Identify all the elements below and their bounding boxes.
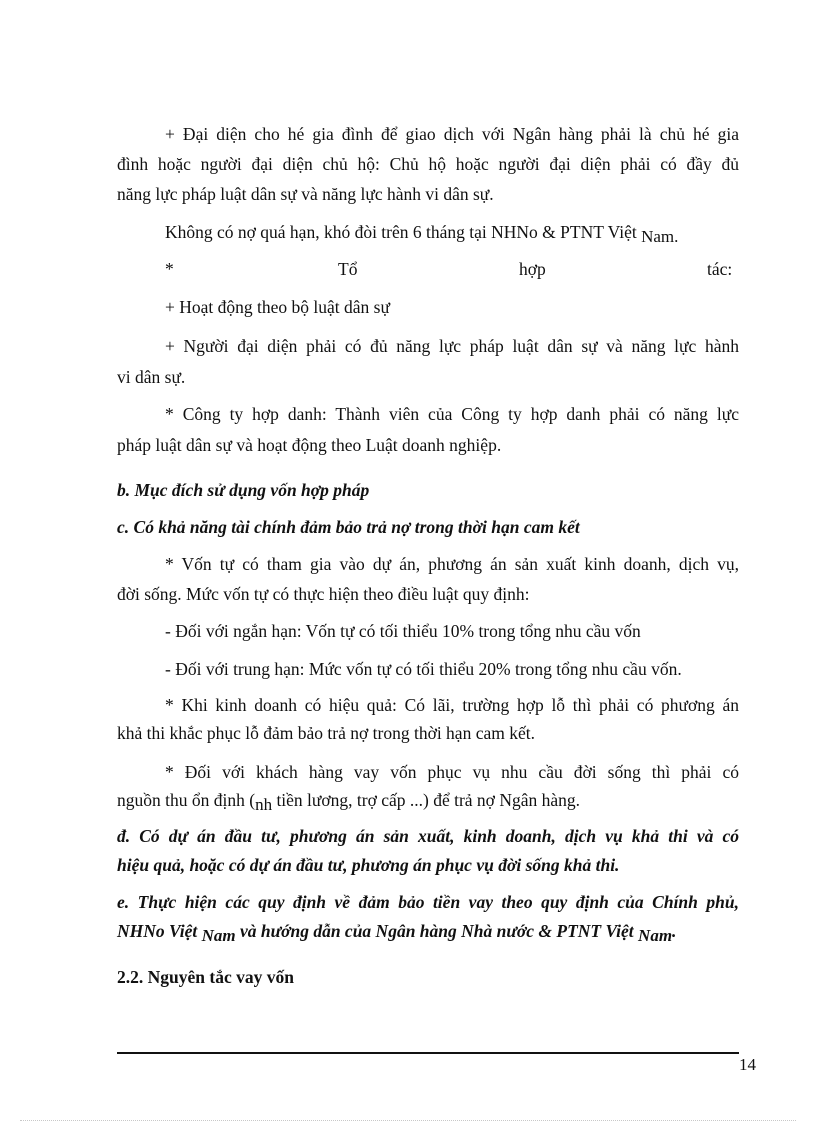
paragraph-line: vi dân sự. [117,367,186,387]
paragraph-line: + Đại diện cho hé gia đình để giao dịch với Ngân hàng phải là chủ hé gia [165,124,739,144]
paragraph-line: * Đối với khách hàng vay vốn phục vụ nhu cầu đời sống thì phải có [165,762,739,782]
subscript-run: Nam [201,926,236,945]
footer-rule [117,1052,739,1054]
paragraph-line: đình hoặc người đại diện chủ hộ: Chủ hộ hoặc người đại diện phải có đầy đủ [117,154,739,174]
section-heading-e: e. Thực hiện các quy định về đảm bảo tiền vay theo quy định của Chính phủ, [117,892,739,912]
section-heading-c: c. Có khả năng tài chính đảm bảo trả nợ trong thời hạn cam kết [117,517,580,537]
paragraph-line: * Khi kinh doanh có hiệu quả: Có lãi, trường hợp lỗ thì phải có phương án [165,695,739,715]
subscript-run: nh [255,795,273,814]
text-run: NHNo Việt [117,921,202,941]
text-run: Không có nợ quá hạn, khó đòi trên 6 tháng tại NHNo & PTNT Việt [165,222,637,242]
section-heading-b: b. Mục đích sử dụng vốn hợp pháp [117,480,370,500]
section-heading-d: đ. Có dự án đầu tư, phương án sản xuất, kinh doanh, dịch vụ khả thi và có [117,826,739,846]
paragraph-line [117,789,580,812]
spaced-word: Tổ [338,259,358,279]
text-run: tiền lương, trợ cấp ...) để trả nợ Ngân hàng. [272,790,580,810]
paragraph-line: khả thi khắc phục lỗ đảm bảo trả nợ trong thời hạn cam kết. [117,723,535,743]
text-run: và hướng dẫn của Ngân hàng Nhà nước & PTNT Việt [235,921,639,941]
page-number: 14 [739,1055,756,1074]
paragraph-line: đời sống. Mức vốn tự có thực hiện theo điều luật quy định: [117,584,530,604]
section-heading-e-cont [117,920,676,943]
spaced-word: hợp [519,259,546,279]
subscript-run: Nam [638,926,673,945]
paragraph-line: + Hoạt động theo bộ luật dân sự [165,297,390,317]
text-run: nguồn thu ổn định ( [117,790,256,810]
paragraph-line [165,221,678,244]
paragraph-line: năng lực pháp luật dân sự và năng lực hành vi dân sự. [117,184,494,204]
section-heading-d-cont: hiệu quả, hoặc có dự án đầu tư, phương án phục vụ đời sống khả thi. [117,855,620,875]
paragraph-line: * Công ty hợp danh: Thành viên của Công ty hợp danh phải có năng lực [165,404,739,424]
section-heading-2-2: 2.2. Nguyên tắc vay vốn [117,967,294,987]
spaced-word: tác: [707,259,733,279]
page-bottom-dotted-border [20,1120,796,1121]
paragraph-line: + Người đại diện phải có đủ năng lực pháp luật dân sự và năng lực hành [165,336,739,356]
paragraph-line: pháp luật dân sự và hoạt động theo Luật doanh nghiệp. [117,435,502,455]
spaced-word: * [165,259,174,279]
subscript-run: Nam. [641,227,679,246]
paragraph-line: * Vốn tự có tham gia vào dự án, phương án sản xuất kinh doanh, dịch vụ, [165,554,739,574]
paragraph-line: - Đối với trung hạn: Mức vốn tự có tối thiểu 20% trong tổng nhu cầu vốn. [165,659,682,679]
text-run: . [672,921,677,941]
paragraph-line: - Đối với ngắn hạn: Vốn tự có tối thiểu 10% trong tổng nhu cầu vốn [165,621,641,641]
